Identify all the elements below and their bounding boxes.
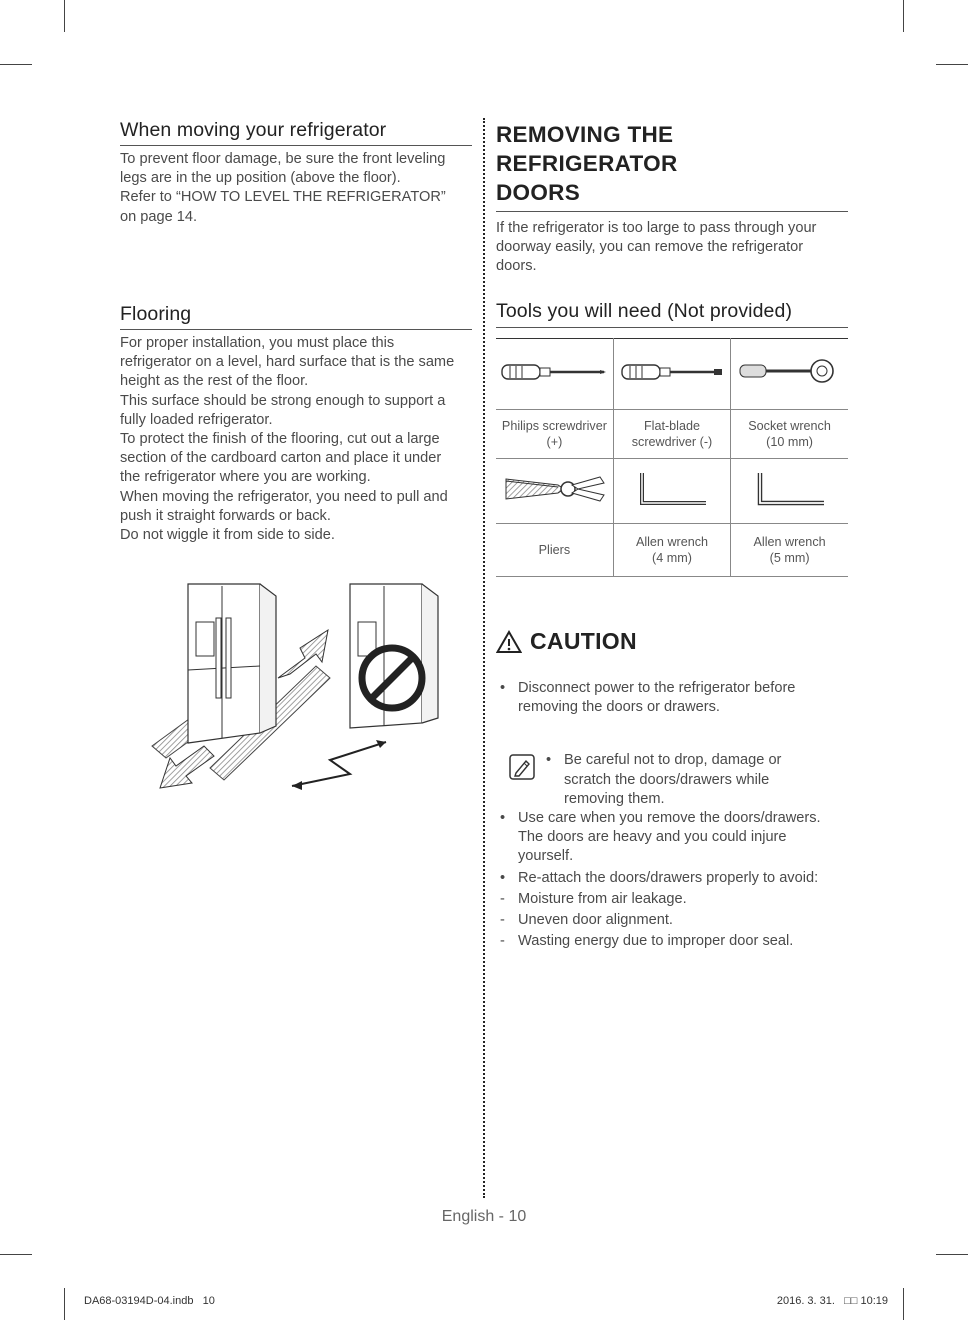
list-item: [496, 809, 856, 867]
text-line: scratch the doors/drawers while: [564, 771, 770, 788]
tool-cell: [496, 459, 613, 524]
socket-wrench-icon: [738, 356, 842, 388]
text-line: push it straight forwards or back.: [120, 507, 331, 524]
tool-name: Socket wrench: [748, 419, 831, 433]
section-title-flooring: Flooring: [120, 303, 472, 330]
crop-mark: [64, 1288, 65, 1320]
section-flooring: [120, 303, 472, 545]
text-line: removing them.: [564, 790, 665, 807]
text-line: When moving the refrigerator, you need to pull and: [120, 488, 448, 505]
section-removing: [496, 120, 848, 277]
flooring-text: [120, 334, 472, 545]
removing-text: [496, 219, 848, 277]
text-line: To prevent floor damage, be sure the front leveling: [120, 151, 446, 167]
file-name: DA68-03194D-04.indb 10: [84, 1295, 215, 1307]
dash-marker: -: [500, 912, 505, 929]
tool-label: [731, 524, 848, 577]
text-line: This surface should be strong enough to support a: [120, 392, 446, 409]
allen-wrench-icon: [750, 469, 830, 509]
dash-marker: -: [500, 933, 505, 950]
page-number: English - 10: [441, 1208, 527, 1225]
moving-refrigerator-illustration: [140, 578, 450, 798]
tool-name: Pliers: [538, 543, 571, 557]
tools-image-row: [496, 339, 848, 410]
crop-mark: [64, 0, 65, 32]
heading-rule: [496, 211, 848, 212]
tool-spec: (5 mm): [769, 551, 810, 565]
tools-table: [496, 338, 848, 577]
bullet-icon: •: [546, 752, 552, 769]
tool-cell: [731, 339, 848, 410]
text-line: refrigerator on a level, hard surface that is the same: [120, 354, 455, 371]
title-line: DOORS: [496, 180, 581, 205]
tools-image-row: [496, 459, 848, 524]
text-line: If the refrigerator is too large to pass through your: [496, 220, 817, 236]
section-title-moving: When moving your refrigerator: [120, 119, 472, 146]
list-item: [496, 679, 856, 717]
dash-marker: -: [500, 890, 505, 907]
tool-label: [613, 524, 730, 577]
caution-heading: [496, 628, 856, 655]
text-line: doors.: [496, 258, 537, 275]
tools-label-row: [496, 410, 848, 459]
text-line: the refrigerator where you are working.: [120, 469, 371, 486]
column-divider: [483, 118, 485, 1198]
warning-triangle-icon: [496, 630, 522, 654]
bullet-icon: •: [500, 869, 506, 886]
text-line: Wasting energy due to improper door seal.: [518, 933, 794, 950]
tool-cell: [496, 339, 613, 410]
crop-mark: [936, 64, 968, 65]
tool-name: Flat-blade: [643, 419, 700, 433]
tools-label-row: [496, 524, 848, 577]
list-item: [496, 911, 856, 930]
crop-mark: [936, 1254, 968, 1255]
pliers-icon: [502, 469, 606, 509]
bullet-icon: •: [500, 680, 506, 696]
crop-mark: [903, 0, 904, 32]
section-title-tools: Tools you will need (Not provided): [496, 300, 848, 328]
text-line: section of the cardboard carton and place it under: [120, 450, 442, 467]
text-line: on page 14.: [120, 208, 198, 225]
section-title-removing: [496, 120, 848, 207]
text-line: yourself.: [518, 848, 574, 865]
text-line: Do not wiggle it from side to side.: [120, 527, 335, 544]
list-item: [496, 890, 856, 909]
phillips-screwdriver-icon: [500, 362, 608, 382]
text-line: fully loaded refrigerator.: [120, 411, 273, 428]
tool-label: [496, 410, 613, 459]
tool-spec: (4 mm): [652, 551, 692, 565]
text-line: Be careful not to drop, damage or: [564, 752, 782, 769]
text-line: Disconnect power to the refrigerator before: [518, 680, 796, 696]
note-pencil-icon: [508, 753, 536, 781]
tool-cell: [731, 459, 848, 524]
text-line: Moisture from air leakage.: [518, 890, 687, 907]
title-line: REMOVING THE REFRIGERATOR: [496, 122, 678, 176]
tool-name: Allen wrench: [753, 535, 826, 549]
section-caution: [496, 628, 856, 951]
section-moving: [120, 119, 472, 227]
tool-spec: (+): [546, 435, 563, 449]
text-line: doorway easily, you can remove the refrigerator: [496, 239, 804, 256]
tool-label: [731, 410, 848, 459]
crop-mark: [0, 1254, 32, 1255]
text-line: legs are in the up position (above the floor).: [120, 170, 401, 187]
caution-title: CAUTION: [530, 628, 637, 654]
crop-mark: [0, 64, 32, 65]
text-line: To protect the finish of the flooring, cut out a large: [120, 431, 440, 448]
text-line: Uneven door alignment.: [518, 912, 673, 929]
section-tools: [496, 300, 848, 577]
text-line: Use care when you remove the doors/drawers.: [518, 810, 821, 827]
crop-mark: [903, 1288, 904, 1320]
text-line: For proper installation, you must place this: [120, 335, 395, 351]
text-line: Re-attach the doors/drawers properly to avoid:: [518, 869, 819, 886]
tool-name: Allen wrench: [635, 535, 709, 549]
print-stamp: 2016. 3. 31. □□ 10:19: [776, 1295, 888, 1307]
list-item: [496, 932, 856, 951]
tool-name: Philips screwdriver: [501, 419, 607, 433]
tool-label: [496, 524, 613, 577]
note-block: [496, 751, 856, 809]
bullet-icon: •: [500, 810, 506, 827]
list-item: [496, 869, 856, 888]
text-line: removing the doors or drawers.: [518, 699, 720, 716]
text-line: height as the rest of the floor.: [120, 373, 309, 390]
text-line: The doors are heavy and you could injure: [518, 829, 787, 846]
tool-cell: [613, 339, 730, 410]
allen-wrench-icon: [632, 469, 712, 509]
tool-spec: screwdriver (-): [631, 435, 713, 449]
tool-label: [613, 410, 730, 459]
tool-cell: [613, 459, 730, 524]
flat-blade-screwdriver-icon: [620, 362, 724, 382]
tool-spec: (10 mm): [766, 435, 814, 449]
moving-text: [120, 150, 472, 227]
text-line: Refer to “HOW TO LEVEL THE REFRIGERATOR”: [120, 189, 446, 206]
